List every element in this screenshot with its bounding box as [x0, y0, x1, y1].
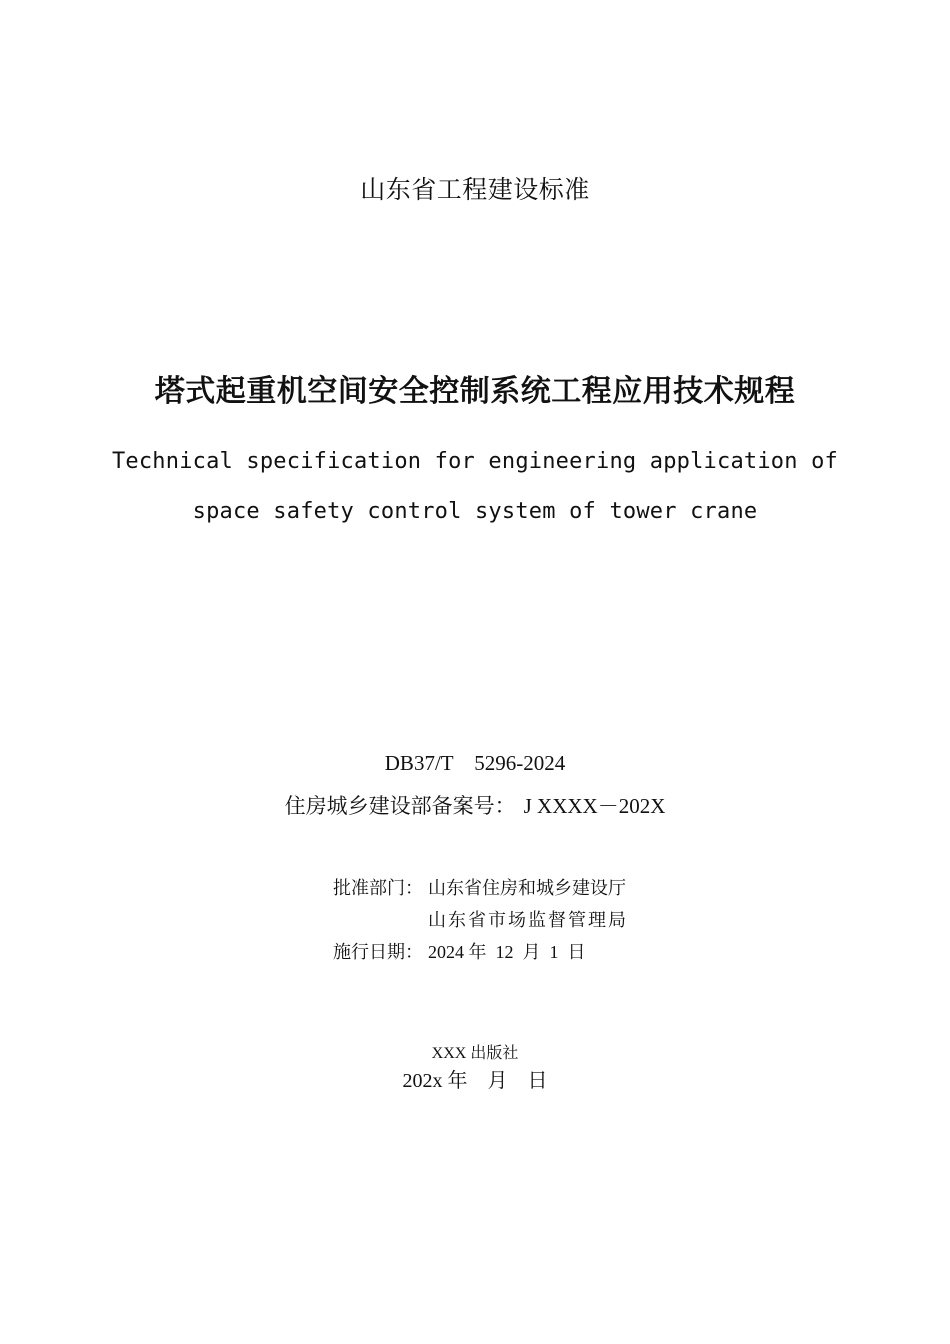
record-label: 住房城乡建设部备案号： [284, 794, 516, 818]
title-english-line-2: space safety control system of tower crane [192, 499, 758, 524]
effective-date-label: 施行日期： [333, 942, 423, 962]
approval-dept-2: 山东省市场监督管理局 [428, 910, 628, 930]
approval-dept-row [333, 872, 628, 904]
standard-number: DB37/T 5296-2024 [384, 751, 566, 775]
approval-dept-1: 山东省住房和城乡建设厅 [428, 878, 626, 898]
record-number [0, 790, 950, 820]
approval-block [333, 872, 628, 968]
effective-date-value: 2024 年 12 月 1 日 [428, 942, 586, 962]
effective-date-row [333, 936, 628, 968]
title-chinese: 塔式起重机空间安全控制系统工程应用技术规程 [154, 374, 796, 409]
approval-dept-row-2 [333, 904, 628, 936]
publisher: XXX 出版社 [431, 1045, 519, 1062]
record-value: J XXXX－202X [523, 794, 666, 818]
approval-dept-label: 批准部门： [333, 878, 423, 898]
publication-date: 202x 年 月 日 [402, 1070, 548, 1092]
standard-category: 山东省工程建设标准 [360, 175, 590, 204]
title-english-line-1: Technical specification for engineering application of [111, 449, 839, 474]
